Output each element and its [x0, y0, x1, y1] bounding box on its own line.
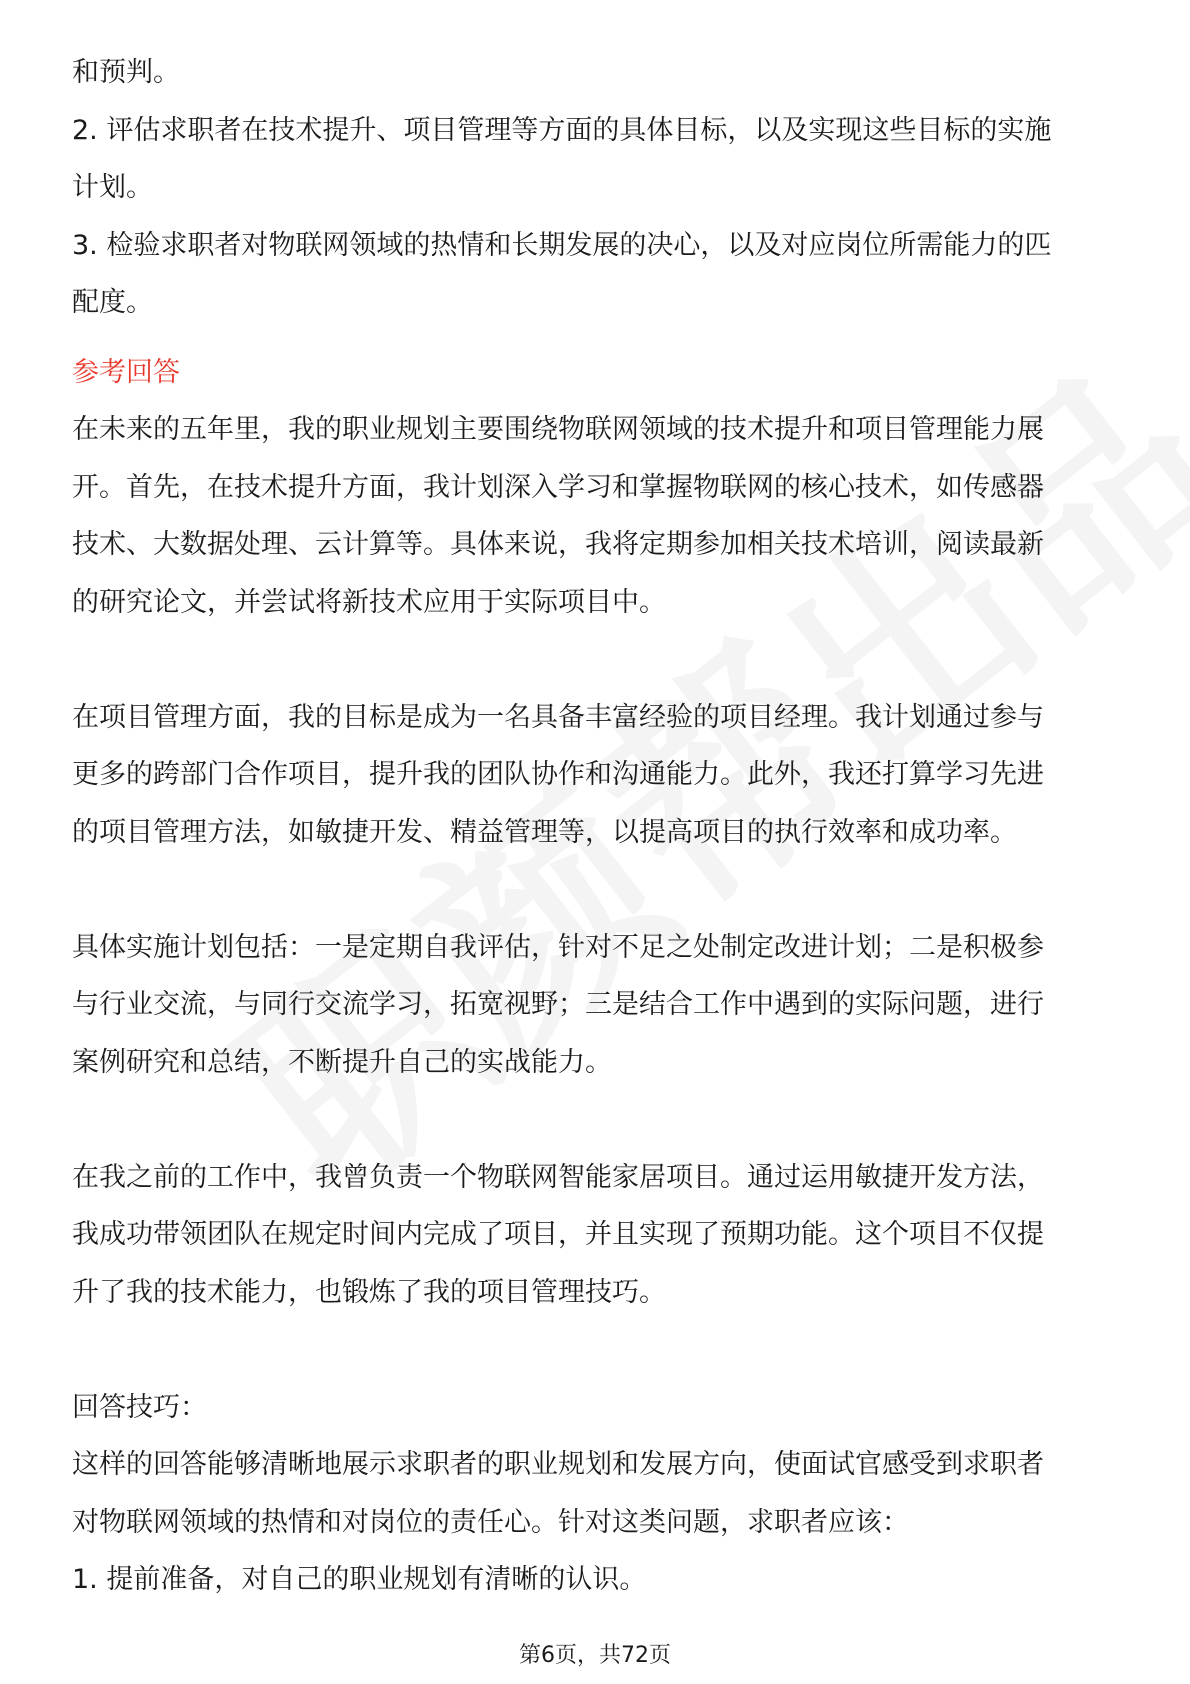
answer-heading: 参考回答: [72, 356, 180, 388]
text-line: 与行业交流，与同行交流学习，拓宽视野；三是结合工作中遇到的实际问题，进行: [72, 989, 1044, 1020]
text-line: 3. 检验求职者对物联网领域的热情和长期发展的决心，以及对应岗位所需能力的匹: [72, 229, 1052, 261]
paragraph-gap: [72, 631, 1118, 689]
answer-paragraph-2: [72, 689, 1118, 862]
text-line: 案例研究和总结，不断提升自己的实战能力。: [72, 1046, 612, 1078]
text-line: 在未来的五年里，我的职业规划主要围绕物联网领域的技术提升和项目管理能力展: [72, 414, 1044, 445]
answer-paragraph-1: [72, 401, 1118, 631]
answer-paragraph-3: [72, 919, 1118, 1092]
text-line: 具体实施计划包括：一是定期自我评估，针对不足之处制定改进计划；二是积极参: [72, 931, 1044, 963]
text-line: 的项目管理方法，如敏捷开发、精益管理等，以提高项目的执行效率和成功率。: [72, 816, 1017, 848]
answer-paragraph-4: [72, 1149, 1118, 1322]
text-line: 在我之前的工作中，我曾负责一个物联网智能家居项目。通过运用敏捷开发方法，: [72, 1161, 1044, 1193]
text-line: 这样的回答能够清晰地展示求职者的职业规划和发展方向，使面试官感受到求职者: [72, 1449, 1044, 1480]
text-line: 更多的跨部门合作项目，提升我的团队协作和沟通能力。此外，我还打算学习先进: [72, 759, 1044, 790]
text-line: 在项目管理方面，我的目标是成为一名具备丰富经验的项目经理。我计划通过参与: [72, 701, 1044, 733]
text-line: 1. 提前准备，对自己的职业规划有清晰的认识。: [72, 1564, 647, 1595]
tips-section: [72, 1379, 1118, 1609]
paragraph-gap: [72, 1091, 1118, 1149]
continued-section: [72, 44, 1118, 332]
text-line: 计划。: [72, 172, 153, 203]
tips-heading: 回答技巧：: [72, 1391, 207, 1423]
text-line: 2. 评估求职者在技术提升、项目管理等方面的具体目标，以及实现这些目标的实施: [72, 114, 1052, 146]
page-number-footer: 第6页，共72页: [519, 1643, 671, 1668]
text-line: 的研究论文，并尝试将新技术应用于实际项目中。: [72, 586, 666, 618]
text-line: 技术、大数据处理、云计算等。具体来说，我将定期参加相关技术培训，阅读最新: [72, 529, 1044, 560]
document-page: [72, 44, 1118, 1609]
text-line: 对物联网领域的热情和对岗位的责任心。针对这类问题，求职者应该：: [72, 1506, 909, 1538]
text-line: 和预判。: [72, 57, 180, 88]
text-line: 配度。: [72, 287, 153, 318]
paragraph-gap: [72, 1321, 1118, 1379]
paragraph-gap: [72, 861, 1118, 919]
text-line: 开。首先，在技术提升方面，我计划深入学习和掌握物联网的核心技术，如传感器: [72, 471, 1044, 503]
text-line: 升了我的技术能力，也锻炼了我的项目管理技巧。: [72, 1276, 666, 1308]
text-line: 我成功带领团队在规定时间内完成了项目，并且实现了预期功能。这个项目不仅提: [72, 1219, 1044, 1250]
